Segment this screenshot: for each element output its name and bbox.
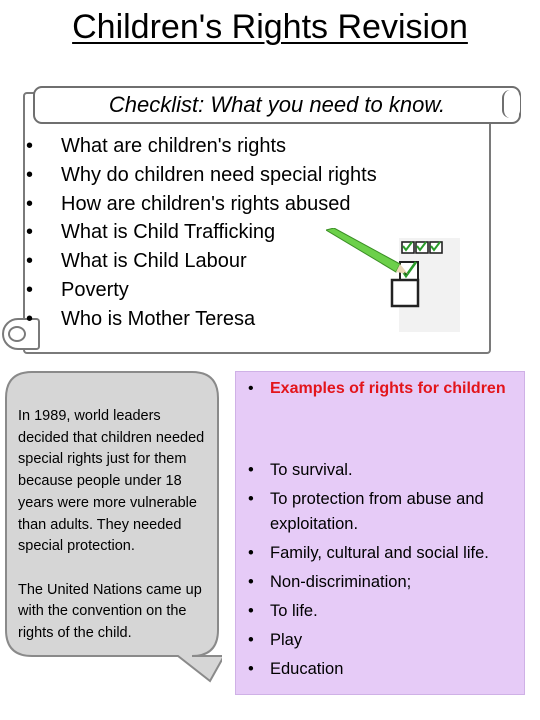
bullet: • [248, 380, 254, 397]
checklist-list [26, 132, 377, 334]
checklist-item: • Who is Mother Teresa [26, 305, 377, 334]
rights-item: • Non-discrimination; [248, 572, 412, 591]
page-title: Children's Rights Revision [72, 8, 468, 46]
rights-item: • To survival. [248, 461, 353, 479]
checklist-item: • Why do children need special rights [26, 161, 377, 190]
bubble-text [18, 406, 210, 666]
bubble-paragraph: In 1989, world leaders decided that children needed special rights just for them because people under 18 years were more vulnerable than adults. They needed special protection. [18, 408, 205, 555]
checklist-item: • Poverty [26, 276, 377, 305]
rights-item: • Education [248, 659, 344, 678]
rights-item: • Play [248, 630, 303, 649]
rights-list [248, 458, 523, 686]
scroll-curl-inner-decoration [8, 326, 26, 342]
rights-heading: • Examples of rights for children [248, 377, 518, 401]
checklist-item: • What are children's rights [26, 132, 377, 161]
checklist-heading: Checklist: What you need to know. [108, 92, 446, 117]
rights-item: • To protection from abuse and exploitation. [248, 490, 484, 533]
checklist-item: • What is Child Labour [26, 247, 377, 276]
rights-item: • To life. [248, 601, 318, 620]
checklist-item: • What is Child Trafficking [26, 218, 377, 247]
rights-item: • Family, cultural and social life. [248, 543, 489, 562]
checklist-item: • How are children's rights abused [26, 190, 377, 219]
pen-checklist-icon [326, 228, 460, 332]
checkbox-icon [392, 280, 418, 306]
bubble-paragraph: The United Nations came up with the convention on the rights of the child. [18, 581, 202, 642]
